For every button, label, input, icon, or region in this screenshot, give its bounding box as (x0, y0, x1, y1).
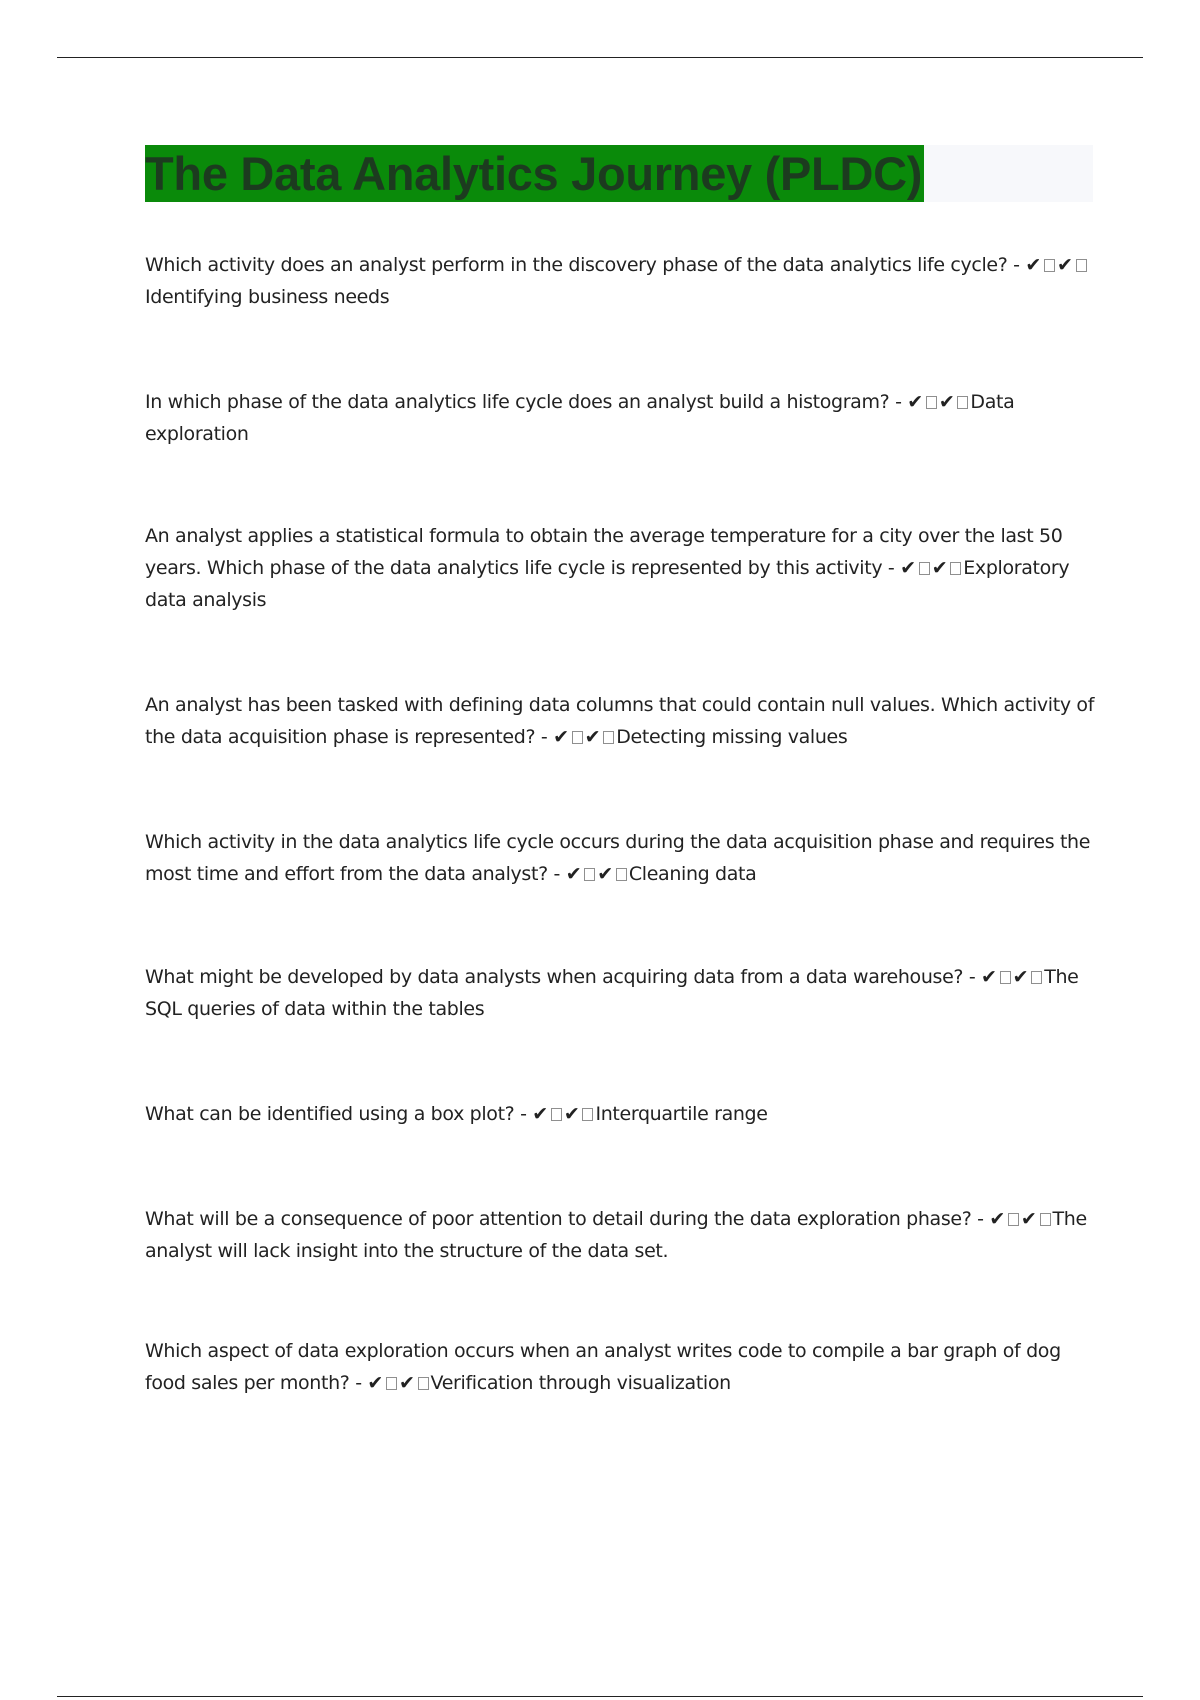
box-icon (418, 1377, 429, 1390)
answer-text: The SQL queries of data within the tables (145, 966, 1079, 1020)
box-icon (386, 1377, 397, 1390)
qa-item-5 (145, 826, 1095, 890)
check-icon: ✔ (907, 391, 923, 413)
separator: - (514, 1103, 533, 1125)
separator: - (963, 966, 982, 988)
check-icon: ✔ (563, 1103, 580, 1125)
check-icon: ✔ (584, 726, 601, 748)
check-icon: ✔ (367, 1372, 383, 1394)
check-icon: ✔ (1020, 1208, 1037, 1230)
separator: - (349, 1372, 368, 1394)
separator: - (889, 391, 908, 413)
box-icon (1031, 971, 1042, 984)
answer-text: Interquartile range (595, 1103, 768, 1125)
check-icon: ✔ (989, 1208, 1005, 1230)
check-icon: ✔ (597, 863, 613, 885)
check-icon: ✔ (931, 557, 948, 579)
separator: - (971, 1208, 990, 1230)
check-icon: ✔ (981, 966, 997, 988)
answer-text: Verification through visualization (430, 1372, 731, 1394)
question-text: Which activity in the data analytics life cycle occurs during the data acquisition phase and requires the most time and effort from the data analyst? (145, 831, 1091, 885)
qa-item-7 (145, 1098, 1095, 1130)
separator: - (882, 557, 901, 579)
answer-text: The analyst will lack insight into the structure of the data set. (145, 1208, 1087, 1262)
check-icon: ✔ (1025, 254, 1041, 276)
top-rule (57, 57, 1143, 58)
box-icon (1076, 259, 1087, 272)
box-icon (957, 396, 968, 409)
box-icon (950, 562, 961, 575)
qa-item-8 (145, 1203, 1095, 1267)
check-icon: ✔ (900, 557, 916, 579)
qa-item-2 (145, 386, 1095, 450)
answer-text: Identifying business needs (145, 286, 390, 308)
check-icon: ✔ (938, 391, 955, 413)
question-text: Which activity does an analyst perform in the discovery phase of the data analytics life cycle? (145, 254, 1008, 276)
qa-item-3 (145, 520, 1095, 616)
question-text: What will be a consequence of poor attention to detail during the data exploration phase? (145, 1208, 972, 1230)
check-icon: ✔ (565, 863, 582, 885)
check-icon: ✔ (398, 1372, 415, 1394)
question-text: What can be identified using a box plot? (145, 1103, 515, 1125)
separator: - (547, 863, 566, 885)
box-icon (1008, 1213, 1019, 1226)
question-text: An analyst has been tasked with defining data columns that could contain null values. Which activity of the data acquisition phase is represented? (145, 694, 1095, 748)
check-icon: ✔ (553, 726, 569, 748)
check-icon: ✔ (1056, 254, 1073, 276)
box-icon (584, 868, 595, 881)
box-icon (582, 1108, 593, 1121)
answer-text: Detecting missing values (616, 726, 848, 748)
separator: - (1007, 254, 1026, 276)
box-icon (919, 562, 930, 575)
box-icon (1040, 1213, 1051, 1226)
box-icon (551, 1108, 562, 1121)
box-icon (616, 868, 627, 881)
answer-text: Cleaning data (628, 863, 757, 885)
question-text: In which phase of the data analytics life cycle does an analyst build a histogram? (145, 391, 890, 413)
box-icon (1044, 259, 1055, 272)
question-text: What might be developed by data analysts when acquiring data from a data warehouse? (145, 966, 964, 988)
separator: - (535, 726, 554, 748)
box-icon (603, 731, 614, 744)
check-icon: ✔ (532, 1103, 548, 1125)
answer-text: Data exploration (145, 391, 1015, 445)
question-text: Which aspect of data exploration occurs when an analyst writes code to compile a bar graph of dog food sales per month? (145, 1340, 1061, 1394)
box-icon (926, 396, 937, 409)
qa-item-9 (145, 1335, 1095, 1399)
qa-item-6 (145, 961, 1095, 1025)
qa-item-1 (145, 249, 1095, 313)
bottom-rule (57, 1696, 1143, 1697)
question-text: An analyst applies a statistical formula to obtain the average temperature for a city over the last 50 years. Which phase of the data analytics life cycle is represented by this activity (145, 525, 1063, 579)
page-title: The Data Analytics Journey (PLDC) (145, 147, 923, 200)
box-icon (572, 731, 583, 744)
check-icon: ✔ (1012, 966, 1029, 988)
answer-text: Exploratory data analysis (145, 557, 1070, 611)
box-icon (1000, 971, 1011, 984)
qa-item-4 (145, 689, 1095, 753)
